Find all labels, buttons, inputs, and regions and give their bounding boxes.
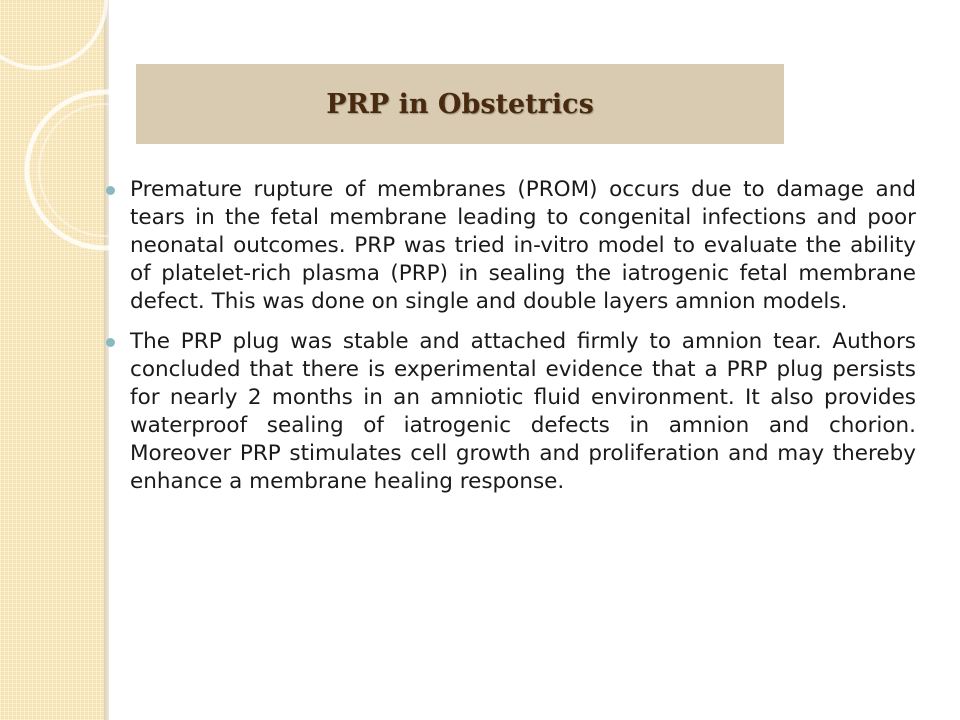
slide-title: PRP in Obstetrics [326,88,594,120]
bullet-item [104,328,916,496]
bullet-list [104,176,916,508]
bullet-text: Premature rupture of membranes (PROM) occurs due to damage and tears in the fetal membrane leading to congenital infections and poor neonatal outcomes. PRP was tried in-vitro model to evaluate the ability of platelet-rich plasma (PRP) in sealing the iatrogenic fetal membrane defect. This was done on single and double layers amnion models. [130,177,916,314]
bullet-item [104,176,916,316]
bullet-dot-icon [106,338,115,347]
bullet-text: The PRP plug was stable and attached firmly to amnion tear. Authors concluded that there is experimental evidence that a PRP plug persists for nearly 2 months in an amniotic fluid environment. It also provides waterproof sealing of iatrogenic defects in amnion and chorion. Moreover PRP stimulates cell growth and proliferation and may thereby enhance a membrane healing response. [130,329,916,494]
bullet-dot-icon [106,186,115,195]
title-banner [136,64,784,144]
ring-top [0,0,106,68]
